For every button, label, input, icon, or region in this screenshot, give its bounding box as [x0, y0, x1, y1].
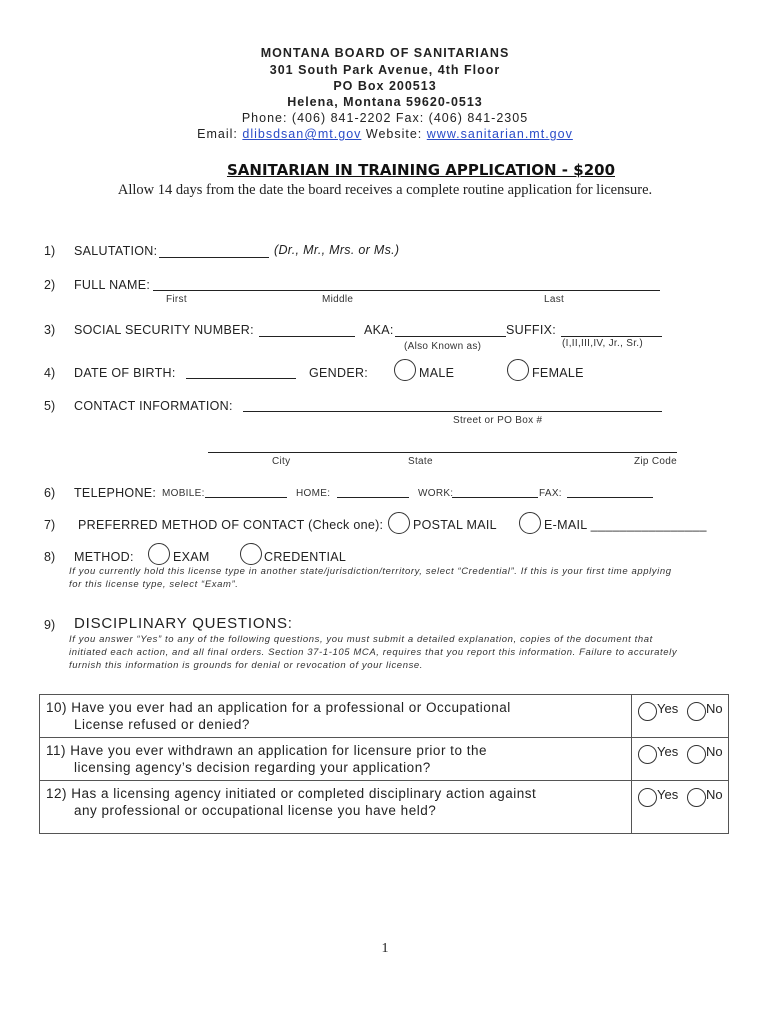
- work-field[interactable]: [452, 497, 538, 498]
- postal-mail-radio[interactable]: [388, 512, 410, 534]
- mobile-label: MOBILE:: [162, 488, 205, 499]
- question-line-1: 12) Has a licensing agency initiated or completed disciplinary action against: [46, 786, 537, 801]
- male-label: MALE: [419, 366, 455, 380]
- item-number: 6): [44, 486, 56, 500]
- first-name-caption: First: [166, 294, 187, 305]
- question-line-2: any professional or occupational license you have held?: [74, 803, 437, 818]
- exam-label: EXAM: [173, 550, 210, 564]
- male-radio[interactable]: [394, 359, 416, 381]
- q11-yes-radio[interactable]: [638, 745, 657, 764]
- contact-links: [0, 127, 770, 141]
- disciplinary-heading: DISCIPLINARY QUESTIONS:: [74, 615, 293, 632]
- aka-hint: (Also Known as): [404, 341, 482, 352]
- home-field[interactable]: [337, 497, 409, 498]
- item-number: 5): [44, 399, 56, 413]
- question-line-2: License refused or denied?: [74, 717, 250, 732]
- no-label: No: [706, 701, 723, 716]
- contact-info-label: CONTACT INFORMATION:: [74, 399, 233, 413]
- female-radio[interactable]: [507, 359, 529, 381]
- page-title: SANITARIAN IN TRAINING APPLICATION - $200: [226, 161, 615, 179]
- question-text: [40, 738, 632, 781]
- disciplinary-questions-table: [39, 694, 729, 834]
- disciplinary-note-line-3: furnish this information is grounds for denial or revocation of your license.: [69, 660, 424, 671]
- ssn-field[interactable]: [259, 336, 355, 337]
- postal-mail-label: POSTAL MAIL: [413, 518, 497, 532]
- dob-field[interactable]: [186, 378, 296, 379]
- salutation-field[interactable]: [159, 257, 269, 258]
- q10-yes-radio[interactable]: [638, 702, 657, 721]
- table-row: [40, 781, 729, 834]
- yes-label: Yes: [657, 701, 679, 716]
- fax-label: FAX:: [539, 488, 562, 499]
- yes-label: Yes: [657, 787, 679, 802]
- fax-field[interactable]: [567, 497, 653, 498]
- table-row: [40, 695, 729, 738]
- zip-caption: Zip Code: [634, 456, 677, 467]
- gender-label: GENDER:: [309, 366, 369, 380]
- home-label: HOME:: [296, 488, 331, 499]
- method-label: METHOD:: [74, 550, 134, 564]
- salutation-label: SALUTATION:: [74, 244, 158, 258]
- answer-cell: [632, 695, 729, 738]
- credential-radio[interactable]: [240, 543, 262, 565]
- city-state-zip-field[interactable]: [208, 452, 677, 453]
- q10-no-radio[interactable]: [687, 702, 706, 721]
- full-name-field[interactable]: [153, 290, 660, 291]
- street-caption: Street or PO Box #: [453, 415, 543, 426]
- state-caption: State: [408, 456, 433, 467]
- salutation-hint: (Dr., Mr., Mrs. or Ms.): [274, 243, 400, 257]
- phone-fax: Phone: (406) 841-2202 Fax: (406) 841-2305: [241, 111, 529, 125]
- mobile-field[interactable]: [205, 497, 287, 498]
- yes-label: Yes: [657, 744, 679, 759]
- item-number: 2): [44, 278, 56, 292]
- city-caption: City: [272, 456, 291, 467]
- disciplinary-note-line-2: initiated each action, and all final orders. Section 37-1-105 MCA, requires that you report this information. Failure to accurately: [69, 647, 678, 658]
- last-name-caption: Last: [544, 294, 565, 305]
- work-label: WORK:: [418, 488, 454, 499]
- female-label: FEMALE: [532, 366, 584, 380]
- middle-name-caption: Middle: [322, 294, 354, 305]
- dob-label: DATE OF BIRTH:: [74, 366, 176, 380]
- no-label: No: [706, 744, 723, 759]
- item-number: 3): [44, 323, 56, 337]
- q12-no-radio[interactable]: [687, 788, 706, 807]
- page-subtitle: Allow 14 days from the date the board receives a complete routine application for licensure.: [117, 182, 653, 198]
- answer-cell: [632, 738, 729, 781]
- telephone-label: TELEPHONE:: [74, 486, 157, 500]
- question-line-1: 10) Have you ever had an application for a professional or Occupational: [46, 700, 511, 715]
- email-option-label: E-MAIL ________________: [544, 518, 707, 532]
- aka-label: AKA:: [364, 323, 394, 337]
- disciplinary-note-line-1: If you answer “Yes” to any of the following questions, you must submit a detailed explanation, copies of the document that: [69, 634, 653, 645]
- preferred-contact-label: PREFERRED METHOD OF CONTACT (Check one):: [78, 518, 384, 532]
- page-number: 1: [381, 941, 389, 956]
- credential-label: CREDENTIAL: [264, 550, 347, 564]
- exam-radio[interactable]: [148, 543, 170, 565]
- item-number: 7): [44, 518, 56, 532]
- q12-yes-radio[interactable]: [638, 788, 657, 807]
- question-line-2: licensing agency’s decision regarding your application?: [74, 760, 431, 775]
- suffix-field[interactable]: [561, 336, 662, 337]
- method-note-line-2: for this license type, select “Exam”.: [69, 579, 239, 590]
- item-number: 8): [44, 550, 56, 564]
- full-name-label: FULL NAME:: [74, 278, 151, 292]
- method-note-line-1: If you currently hold this license type in another state/jurisdiction/territory, select “Credential”. If this is your first time applying: [69, 566, 672, 577]
- org-name: MONTANA BOARD OF SANITARIANS: [260, 46, 510, 60]
- question-line-1: 11) Have you ever withdrawn an application for licensure prior to the: [46, 743, 487, 758]
- email-label: Email:: [197, 127, 238, 141]
- email-radio[interactable]: [519, 512, 541, 534]
- item-number: 4): [44, 366, 56, 380]
- website-link[interactable]: www.sanitarian.mt.gov: [426, 127, 573, 141]
- item-number: 9): [44, 618, 56, 632]
- q11-no-radio[interactable]: [687, 745, 706, 764]
- suffix-label: SUFFIX:: [506, 323, 557, 337]
- website-label: Website:: [365, 127, 423, 141]
- email-link[interactable]: dlibsdsan@mt.gov: [242, 127, 362, 141]
- item-number: 1): [44, 244, 56, 258]
- table-row: [40, 738, 729, 781]
- address-line-1: 301 South Park Avenue, 4th Floor: [269, 63, 501, 77]
- address-line-2: PO Box 200513: [333, 79, 437, 93]
- ssn-label: SOCIAL SECURITY NUMBER:: [74, 323, 254, 337]
- question-text: [40, 781, 632, 834]
- no-label: No: [706, 787, 723, 802]
- address-line-3: Helena, Montana 59620-0513: [287, 95, 483, 109]
- answer-cell: [632, 781, 729, 834]
- aka-field[interactable]: [395, 336, 506, 337]
- street-field[interactable]: [243, 411, 662, 412]
- question-text: [40, 695, 632, 738]
- suffix-hint: (I,II,III,IV, Jr., Sr.): [562, 338, 643, 349]
